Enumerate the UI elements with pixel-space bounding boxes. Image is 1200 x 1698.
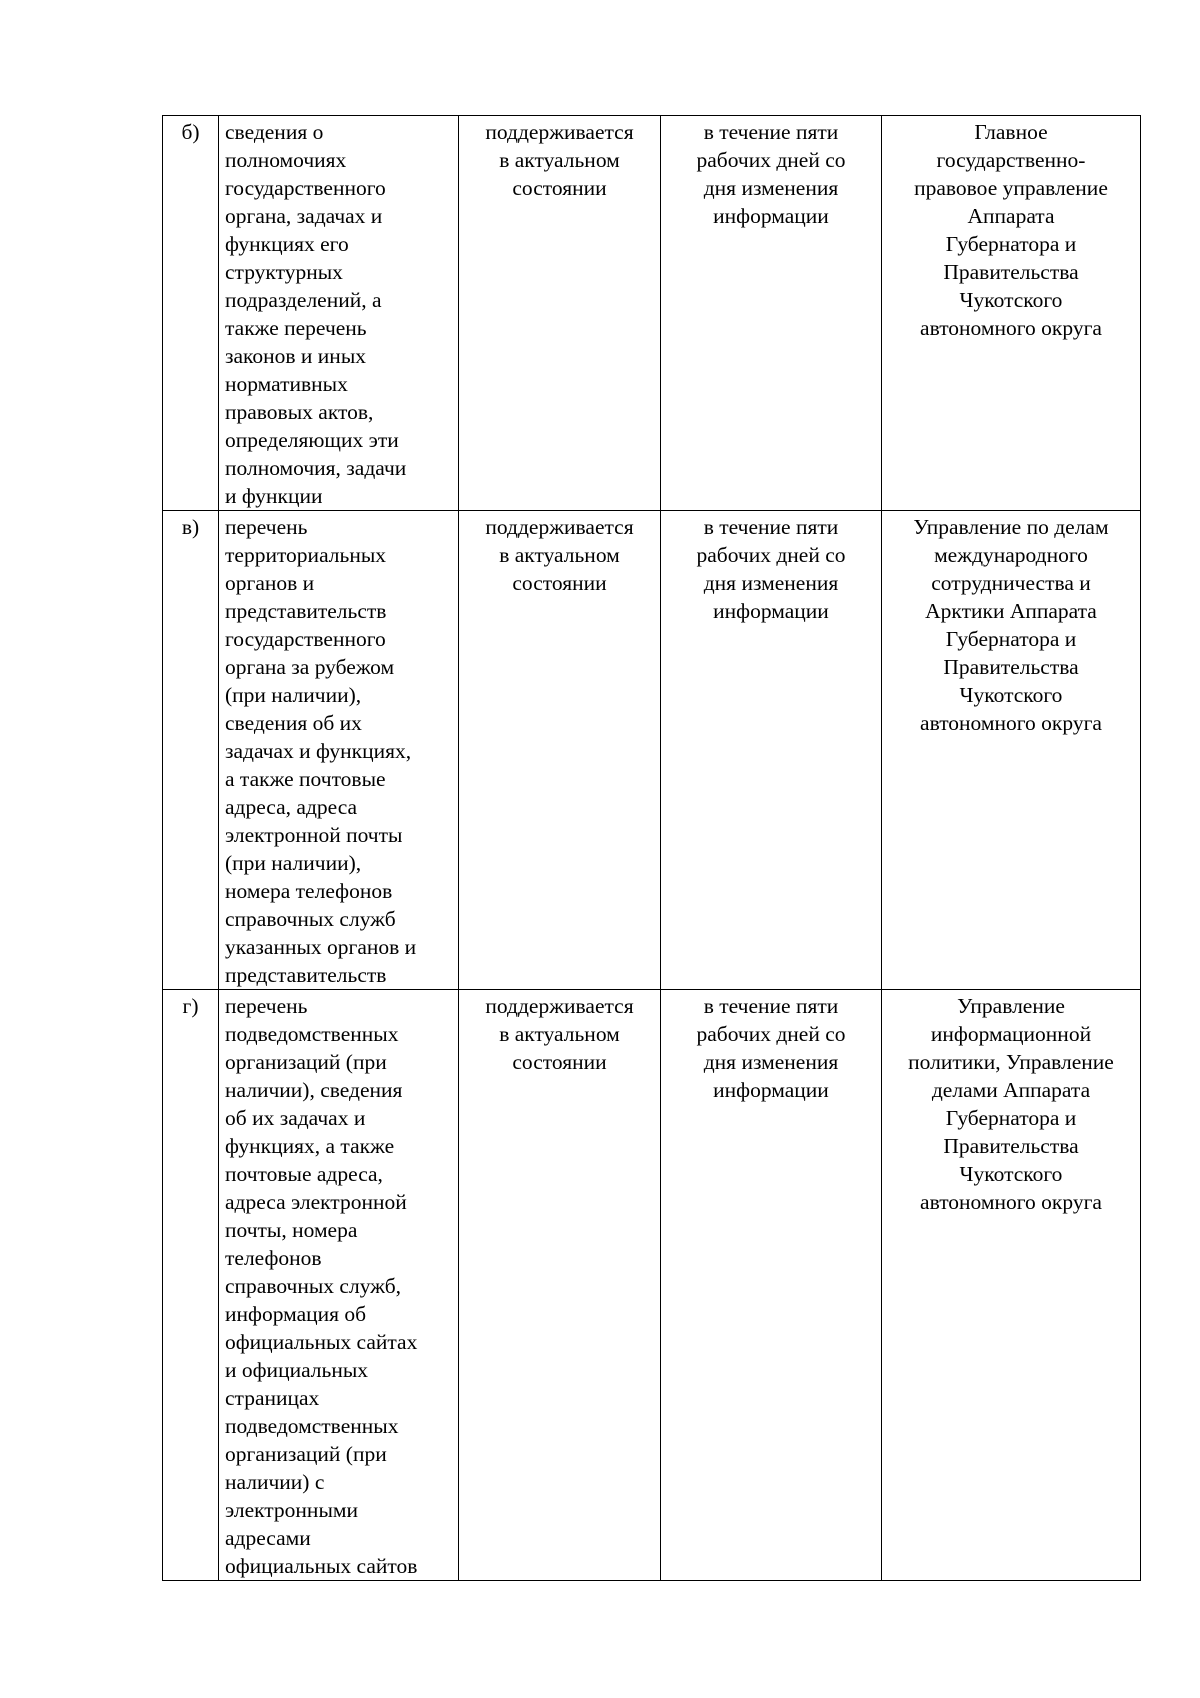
cell-text-line: государственно- [936, 148, 1086, 172]
cell-text-line: автономного округа [920, 1190, 1102, 1214]
cell-text-line: перечень [225, 515, 308, 539]
cell-text-line: адресами [225, 1526, 311, 1550]
cell-text-line: правовое управление [914, 176, 1108, 200]
cell-text-line: в актуальном [499, 1022, 620, 1046]
cell-text-line: телефонов [225, 1246, 322, 1270]
description-cell [219, 990, 459, 1581]
cell-text-line: об их задачах и [225, 1106, 366, 1130]
cell-text-line: сведения об их [225, 711, 362, 735]
cell-text-line: организаций (при [225, 1442, 387, 1466]
cell-text-line: подведомственных [225, 1022, 399, 1046]
cell-text-line: рабочих дней со [696, 1022, 846, 1046]
cell-text-line: полномочия, задачи [225, 456, 407, 480]
cell-text-line: Губернатора и [945, 1106, 1077, 1130]
cell-text-line: политики, Управление [908, 1050, 1114, 1074]
row-number-cell [163, 990, 219, 1581]
cell-text-line: Главное [974, 120, 1048, 144]
cell-text-line: Арктики Аппарата [925, 599, 1097, 623]
cell-text-line: электронной почты [225, 823, 403, 847]
update-term-cell [661, 116, 882, 511]
cell-text-line: справочных служб, [225, 1274, 402, 1298]
cell-text-line: (при наличии), [225, 683, 362, 707]
cell-text-line: автономного округа [920, 316, 1102, 340]
cell-text-line: Губернатора и [945, 627, 1077, 651]
cell-text-line: органа за рубежом [225, 655, 395, 679]
cell-text-line: Управление по делам [913, 515, 1109, 539]
cell-text-line: дня изменения [703, 1050, 839, 1074]
cell-text-line: в течение пяти [703, 515, 839, 539]
cell-text-line: информации [713, 599, 829, 623]
cell-text-line: международного [934, 543, 1088, 567]
cell-text-line: Губернатора и [945, 232, 1077, 256]
cell-text-line: перечень [225, 994, 308, 1018]
cell-text-line: Чукотского [959, 288, 1063, 312]
cell-text-line: законов и иных [225, 344, 367, 368]
cell-text-line: состоянии [512, 176, 607, 200]
cell-text-line: дня изменения [703, 176, 839, 200]
row-number-cell [163, 511, 219, 990]
cell-text-line: функциях, а также [225, 1134, 395, 1158]
cell-text-line: почтовые адреса, [225, 1162, 383, 1186]
cell-text-line: электронными [225, 1498, 358, 1522]
cell-text-line: органов и [225, 571, 315, 595]
cell-text-line: Правительства [943, 1134, 1079, 1158]
description-cell [219, 511, 459, 990]
cell-text-line: структурных [225, 260, 343, 284]
cell-text-line: справочных служб [225, 907, 396, 931]
cell-text-line: рабочих дней со [696, 543, 846, 567]
row-number: б) [181, 120, 200, 144]
table-row [163, 990, 1141, 1581]
cell-text-line: почты, номера [225, 1218, 358, 1242]
cell-text-line: в актуальном [499, 543, 620, 567]
cell-text-line: территориальных [225, 543, 387, 567]
cell-text-line: организаций (при [225, 1050, 387, 1074]
cell-text-line: состоянии [512, 1050, 607, 1074]
cell-text-line: также перечень [225, 316, 367, 340]
cell-text-line: Правительства [943, 655, 1079, 679]
cell-text-line: Управление [957, 994, 1065, 1018]
cell-text-line: информация об [225, 1302, 367, 1326]
cell-text-line: представительств [225, 599, 387, 623]
responsible-unit-cell [882, 990, 1141, 1581]
cell-text-line: органа, задачах и [225, 204, 383, 228]
update-mode-cell [459, 990, 661, 1581]
cell-text-line: в течение пяти [703, 994, 839, 1018]
cell-text-line: поддерживается [485, 515, 634, 539]
cell-text-line: страницах [225, 1386, 320, 1410]
update-term-cell [661, 990, 882, 1581]
row-number: в) [181, 515, 200, 539]
cell-text-line: информационной [930, 1022, 1092, 1046]
cell-text-line: Правительства [943, 260, 1079, 284]
cell-text-line: адреса, адреса [225, 795, 358, 819]
cell-text-line: информации [713, 1078, 829, 1102]
cell-text-line: и функции [225, 484, 323, 508]
responsible-unit-cell [882, 116, 1141, 511]
cell-text-line: делами Аппарата [931, 1078, 1091, 1102]
cell-text-line: государственного [225, 627, 386, 651]
description-cell [219, 116, 459, 511]
cell-text-line: официальных сайтах [225, 1330, 418, 1354]
cell-text-line: государственного [225, 176, 386, 200]
cell-text-line: информации [713, 204, 829, 228]
cell-text-line: поддерживается [485, 994, 634, 1018]
cell-text-line: а также почтовые [225, 767, 386, 791]
table-row [163, 116, 1141, 511]
cell-text-line: наличии), сведения [225, 1078, 403, 1102]
cell-text-line: (при наличии), [225, 851, 362, 875]
row-number: г) [182, 994, 199, 1018]
cell-text-line: сотрудничества и [931, 571, 1091, 595]
cell-text-line: рабочих дней со [696, 148, 846, 172]
information-table [162, 115, 1141, 1581]
table-row [163, 511, 1141, 990]
cell-text-line: Аппарата [967, 204, 1055, 228]
cell-text-line: сведения о [225, 120, 324, 144]
cell-text-line: определяющих эти [225, 428, 399, 452]
cell-text-line: правовых актов, [225, 400, 374, 424]
cell-text-line: дня изменения [703, 571, 839, 595]
cell-text-line: в актуальном [499, 148, 620, 172]
row-number-cell [163, 116, 219, 511]
cell-text-line: функциях его [225, 232, 349, 256]
update-mode-cell [459, 116, 661, 511]
cell-text-line: в течение пяти [703, 120, 839, 144]
cell-text-line: официальных сайтов [225, 1554, 418, 1578]
cell-text-line: автономного округа [920, 711, 1102, 735]
cell-text-line: представительств [225, 963, 387, 987]
cell-text-line: Чукотского [959, 683, 1063, 707]
cell-text-line: нормативных [225, 372, 348, 396]
cell-text-line: поддерживается [485, 120, 634, 144]
responsible-unit-cell [882, 511, 1141, 990]
cell-text-line: указанных органов и [225, 935, 417, 959]
update-term-cell [661, 511, 882, 990]
cell-text-line: полномочиях [225, 148, 347, 172]
cell-text-line: подведомственных [225, 1414, 399, 1438]
cell-text-line: адреса электронной [225, 1190, 407, 1214]
cell-text-line: Чукотского [959, 1162, 1063, 1186]
cell-text-line: номера телефонов [225, 879, 393, 903]
cell-text-line: и официальных [225, 1358, 369, 1382]
cell-text-line: состоянии [512, 571, 607, 595]
update-mode-cell [459, 511, 661, 990]
cell-text-line: подразделений, а [225, 288, 382, 312]
cell-text-line: задачах и функциях, [225, 739, 412, 763]
cell-text-line: наличии) с [225, 1470, 325, 1494]
